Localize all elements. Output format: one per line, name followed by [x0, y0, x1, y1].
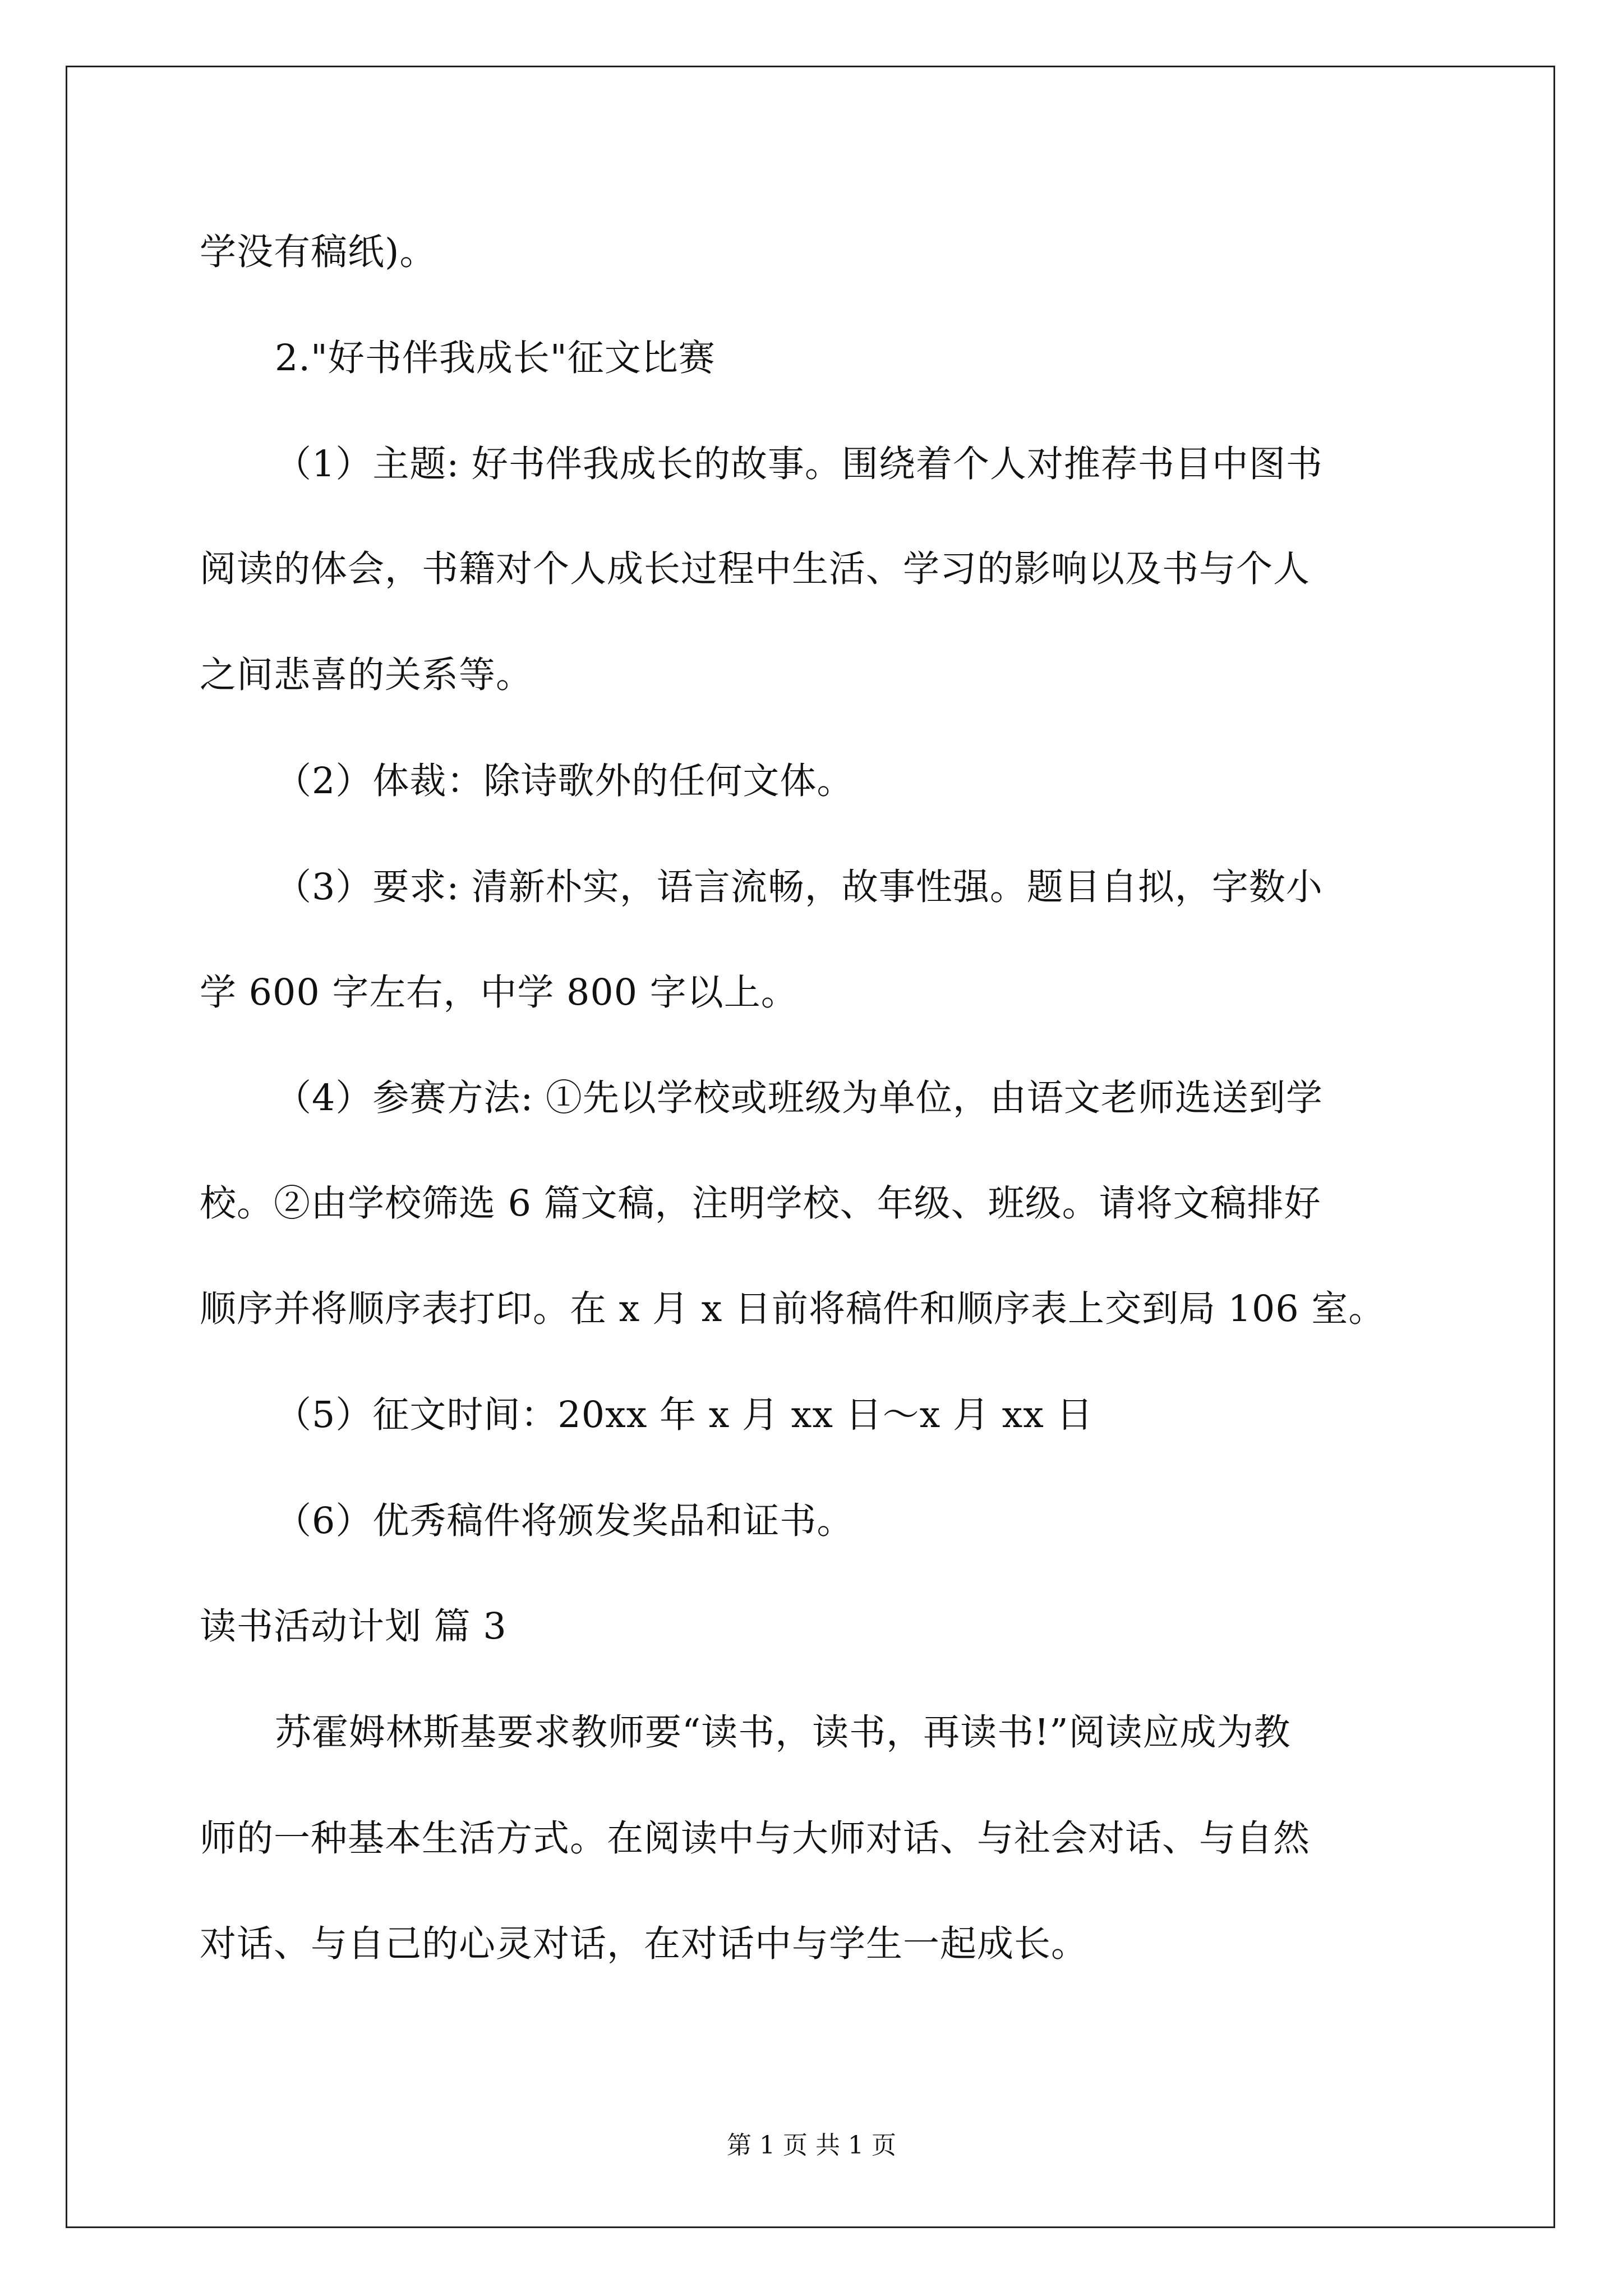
section-heading-essay-contest: 2."好书伴我成长"征文比赛 — [275, 337, 716, 379]
paragraph-method-line-3: 顺序并将顺序表打印。在 x 月 x 日前将稿件和顺序表上交到局 106 室。 — [200, 1288, 1386, 1330]
paragraph-awards: （6）优秀稿件将颁发奖品和证书。 — [275, 1500, 854, 1542]
paragraph-method-line-2: 校。②由学校筛选 6 篇文稿，注明学校、年级、班级。请将文稿排好 — [200, 1182, 1321, 1225]
page-border — [66, 66, 1555, 2228]
text-line-continuation: 学没有稿纸)。 — [200, 231, 437, 273]
section-title-plan-3: 读书活动计划 篇 3 — [200, 1605, 507, 1648]
paragraph-requirements-line-2: 学 600 字左右，中学 800 字以上。 — [200, 972, 798, 1014]
paragraph-reading-line-3: 对话、与自己的心灵对话，在对话中与学生一起成长。 — [200, 1923, 1089, 1965]
paragraph-theme-line-1: （1）主题: 好书伴我成长的故事。围绕着个人对推荐书目中图书 — [275, 443, 1323, 485]
paragraph-theme-line-3: 之间悲喜的关系等。 — [200, 654, 533, 696]
paragraph-theme-line-2: 阅读的体会，书籍对个人成长过程中生活、学习的影响以及书与个人 — [200, 548, 1311, 590]
paragraph-genre: （2）体裁：除诗歌外的任何文体。 — [275, 760, 854, 802]
page-footer: 第 1 页 共 1 页 — [727, 2131, 896, 2160]
paragraph-requirements-line-1: （3）要求: 清新朴实，语言流畅，故事性强。题目自拟，字数小 — [275, 866, 1323, 908]
paragraph-contest-time: （5）征文时间：20xx 年 x 月 xx 日～x 月 xx 日 — [275, 1394, 1094, 1436]
paragraph-reading-line-1: 苏霍姆林斯基要求教师要“读书，读书，再读书!”阅读应成为教 — [275, 1711, 1291, 1754]
paragraph-reading-line-2: 师的一种基本生活方式。在阅读中与大师对话、与社会对话、与自然 — [200, 1818, 1311, 1860]
paragraph-method-line-1: （4）参赛方法: ①先以学校或班级为单位，由语文老师选送到学 — [275, 1077, 1323, 1119]
